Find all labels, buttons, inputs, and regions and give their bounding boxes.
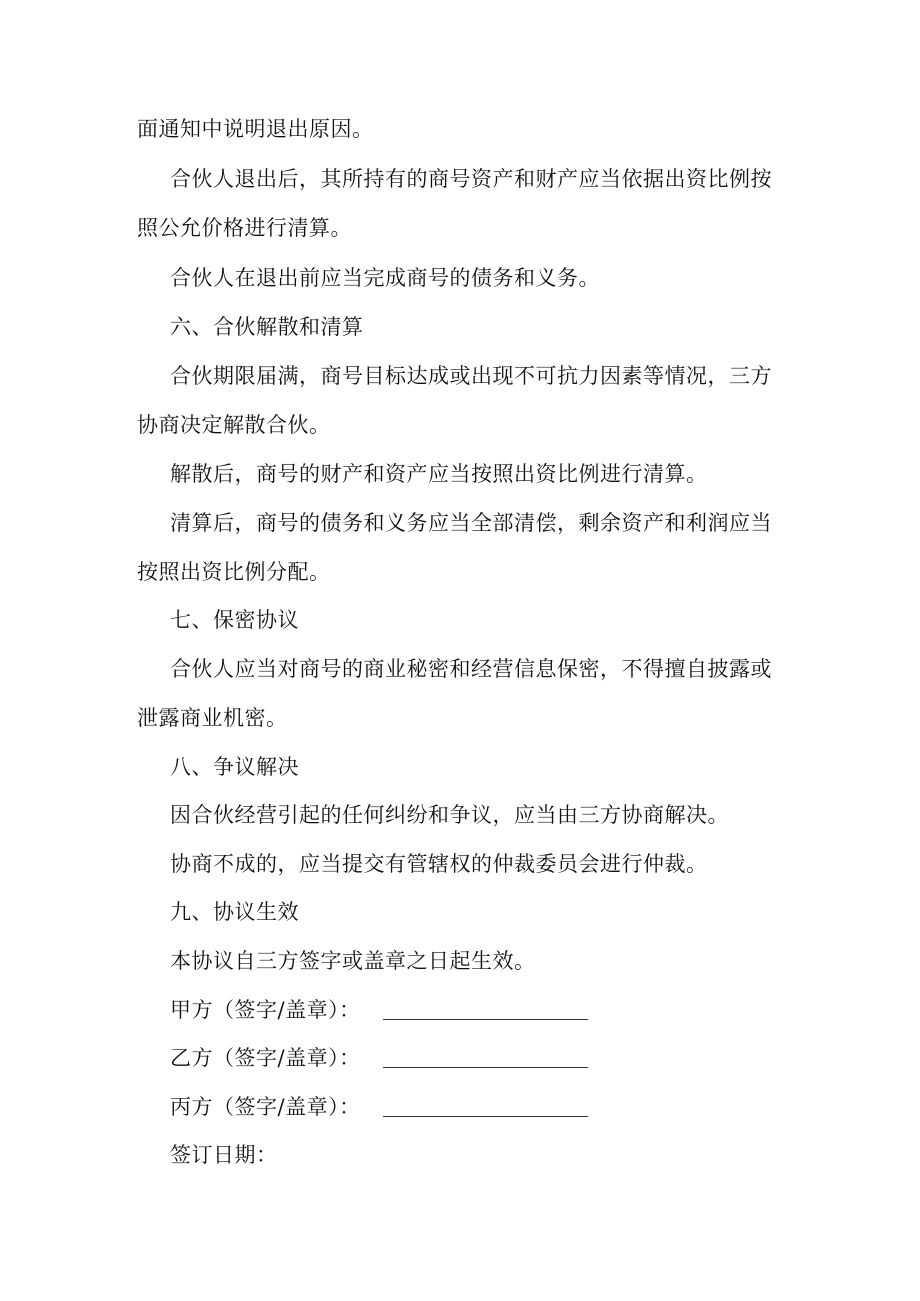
section-heading: 八、争议解决 xyxy=(170,755,299,779)
paragraph-line: 面通知中说明退出原因。 xyxy=(137,117,374,141)
signature-label: 甲方（签字/盖章）： xyxy=(170,998,361,1022)
paragraph-line: 合伙人退出后，其所持有的商号资产和财产应当依据出资比例按 xyxy=(170,167,772,191)
paragraph-line: 因合伙经营引起的任何纠纷和争议，应当由三方协商解决。 xyxy=(170,803,729,827)
signature-blank-line xyxy=(383,999,588,1020)
paragraph-line: 合伙人在退出前应当完成商号的债务和义务。 xyxy=(170,266,600,290)
signature-row-party-c xyxy=(170,1092,588,1122)
section-heading: 九、协议生效 xyxy=(170,900,299,924)
signature-label: 丙方（签字/盖章）： xyxy=(170,1095,361,1119)
paragraph-line: 本协议自三方签字或盖章之日起生效。 xyxy=(170,949,536,973)
paragraph-line: 协商决定解散合伙。 xyxy=(137,413,331,437)
signature-blank-line xyxy=(383,1096,588,1117)
section-heading: 七、保密协议 xyxy=(170,608,299,632)
paragraph-line: 协商不成的，应当提交有管辖权的仲裁委员会进行仲裁。 xyxy=(170,852,708,876)
signature-blank-line xyxy=(383,1047,588,1068)
paragraph-line: 合伙人应当对商号的商业秘密和经营信息保密，不得擅自披露或 xyxy=(170,657,772,681)
signature-label: 乙方（签字/盖章）： xyxy=(170,1046,361,1070)
signature-row-party-b xyxy=(170,1043,588,1073)
signature-row-party-a xyxy=(170,995,588,1025)
paragraph-line: 清算后，商号的债务和义务应当全部清偿，剩余资产和利润应当 xyxy=(170,511,772,535)
section-heading: 六、合伙解散和清算 xyxy=(170,315,364,339)
paragraph-line: 解散后，商号的财产和资产应当按照出资比例进行清算。 xyxy=(170,462,708,486)
paragraph-line: 合伙期限届满，商号目标达成或出现不可抗力因素等情况，三方 xyxy=(170,364,772,388)
paragraph-line: 照公允价格进行清算。 xyxy=(137,216,352,240)
paragraph-line: 按照出资比例分配。 xyxy=(137,560,331,584)
sign-date-label: 签订日期： xyxy=(170,1143,278,1167)
paragraph-line: 泄露商业机密。 xyxy=(137,706,288,730)
